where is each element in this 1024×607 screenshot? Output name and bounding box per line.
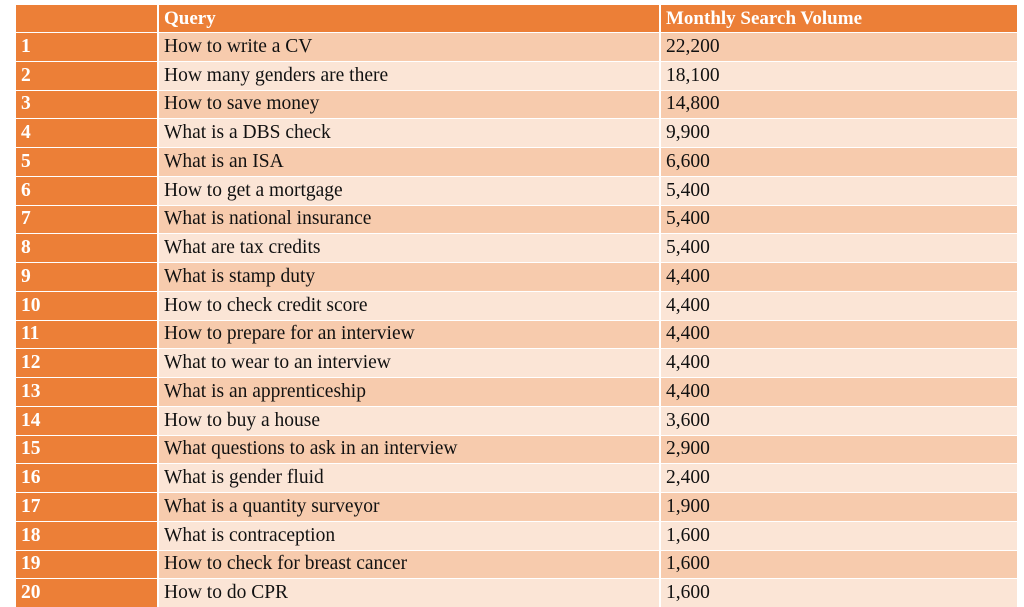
query-column-header: Query [158,5,660,33]
table-row [16,61,1017,90]
rank-cell: 8 [16,234,158,263]
rank-cell: 16 [16,464,158,493]
rank-cell: 10 [16,291,158,320]
volume-cell: 4,400 [660,291,1017,320]
volume-cell: 1,600 [660,521,1017,550]
rank-cell: 11 [16,320,158,349]
table-row [16,435,1017,464]
query-cell: How to buy a house [158,406,660,435]
query-cell: What is a DBS check [158,119,660,148]
volume-column-header: Monthly Search Volume [660,5,1017,33]
query-cell: What is gender fluid [158,464,660,493]
query-cell: How to prepare for an interview [158,320,660,349]
table-row [16,406,1017,435]
query-cell: How to do CPR [158,579,660,607]
table-row [16,291,1017,320]
table-header [16,5,1017,33]
query-cell: What is a quantity surveyor [158,493,660,522]
volume-cell: 6,600 [660,148,1017,177]
table-row [16,234,1017,263]
volume-cell: 1,600 [660,550,1017,579]
volume-cell: 9,900 [660,119,1017,148]
rank-cell: 3 [16,90,158,119]
volume-cell: 5,400 [660,176,1017,205]
table-row [16,550,1017,579]
rank-cell: 6 [16,176,158,205]
rank-cell: 13 [16,378,158,407]
query-cell: How to write a CV [158,33,660,62]
rank-cell: 5 [16,148,158,177]
rank-cell: 9 [16,263,158,292]
query-cell: How many genders are there [158,61,660,90]
search-volume-table [16,5,1017,607]
table-row [16,33,1017,62]
query-cell: How to save money [158,90,660,119]
table-row [16,320,1017,349]
query-cell: What questions to ask in an interview [158,435,660,464]
table-row [16,378,1017,407]
volume-cell: 2,400 [660,464,1017,493]
table-row [16,521,1017,550]
table-row [16,579,1017,607]
rank-cell: 7 [16,205,158,234]
table-row [16,349,1017,378]
volume-cell: 4,400 [660,349,1017,378]
volume-cell: 5,400 [660,205,1017,234]
rank-cell: 4 [16,119,158,148]
table-row [16,493,1017,522]
query-cell: What is an apprenticeship [158,378,660,407]
query-cell: What is an ISA [158,148,660,177]
table-row [16,263,1017,292]
query-cell: What are tax credits [158,234,660,263]
rank-cell: 2 [16,61,158,90]
volume-cell: 5,400 [660,234,1017,263]
rank-cell: 20 [16,579,158,607]
rank-column-header [16,5,158,33]
table-row [16,176,1017,205]
rank-cell: 17 [16,493,158,522]
rank-cell: 1 [16,33,158,62]
table-row [16,119,1017,148]
volume-cell: 18,100 [660,61,1017,90]
query-cell: How to check for breast cancer [158,550,660,579]
volume-cell: 22,200 [660,33,1017,62]
query-cell: What is contraception [158,521,660,550]
volume-cell: 4,400 [660,320,1017,349]
query-cell: What to wear to an interview [158,349,660,378]
table-row [16,148,1017,177]
volume-cell: 4,400 [660,378,1017,407]
query-cell: How to check credit score [158,291,660,320]
table-row [16,205,1017,234]
volume-cell: 4,400 [660,263,1017,292]
query-cell: How to get a mortgage [158,176,660,205]
rank-cell: 12 [16,349,158,378]
volume-cell: 1,600 [660,579,1017,607]
volume-cell: 14,800 [660,90,1017,119]
rank-cell: 18 [16,521,158,550]
query-cell: What is stamp duty [158,263,660,292]
query-cell: What is national insurance [158,205,660,234]
table-body [16,33,1017,607]
rank-cell: 19 [16,550,158,579]
search-volume-table-container [16,5,1017,607]
rank-cell: 15 [16,435,158,464]
header-row [16,5,1017,33]
volume-cell: 3,600 [660,406,1017,435]
rank-cell: 14 [16,406,158,435]
table-row [16,464,1017,493]
volume-cell: 1,900 [660,493,1017,522]
table-row [16,90,1017,119]
volume-cell: 2,900 [660,435,1017,464]
